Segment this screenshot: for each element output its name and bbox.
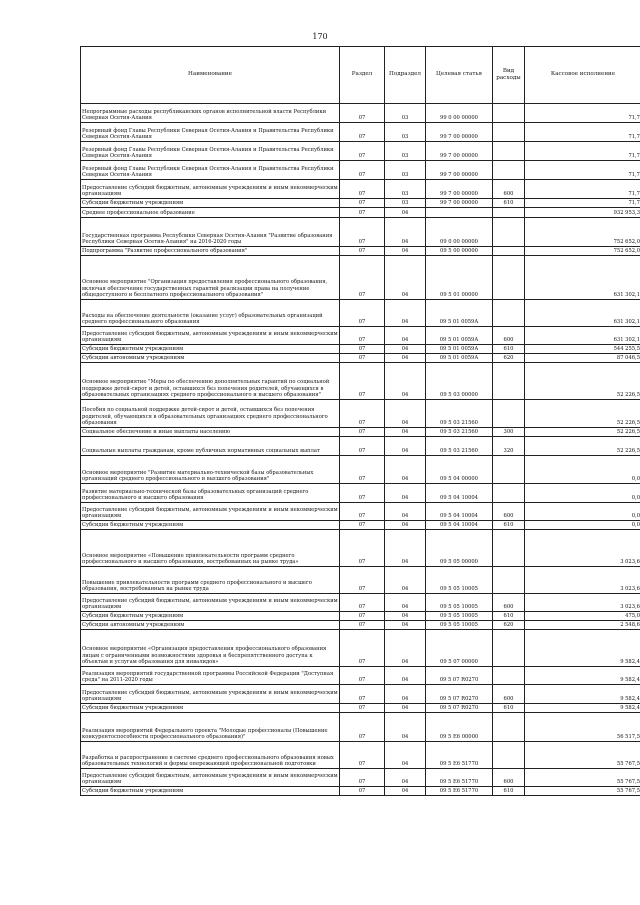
row-name-cell: Субсидии автономным учреждениям [81,354,340,363]
table-row [81,567,640,594]
table-row [81,218,640,247]
row-subsection-cell: 04 [385,769,426,787]
col-subsection-header: Подраздел [385,47,426,104]
budget-table [80,46,640,796]
row-section-cell: 07 [340,208,385,218]
row-target-article-cell: 09 5 07 R0270 [426,704,493,713]
row-name-cell: Предоставление субсидий бюджетным, автономным учреждениям и иным некоммерческим организациям [81,327,340,345]
row-target-article-cell: 09 5 Е6 51770 [426,769,493,787]
row-section-cell: 07 [340,685,385,704]
row-name-cell: Основное мероприятие "Организация предоставления профессионального образования, включая обеспечение государственных гарантий реализации права на получение общедоступного и бесплатного профессионального образования" [81,256,340,300]
table-row [81,704,640,713]
row-amount-cell: 71,7 [525,161,640,180]
row-section-cell: 07 [340,769,385,787]
row-amount-cell: 752 652,0 [525,247,640,256]
table-row [81,621,640,630]
table-row [81,437,640,456]
row-target-article-cell: 09 5 Е6 00000 [426,713,493,742]
row-expense-type-cell [493,300,525,327]
row-expense-type-cell: 600 [493,685,525,704]
col-expense-type-header: Вид расходы [493,47,525,104]
row-section-cell: 07 [340,630,385,667]
row-section-cell: 07 [340,437,385,456]
row-name-cell: Социальные выплаты гражданам, кроме публичных нормативных социальных выплат [81,437,340,456]
row-target-article-cell: 99 7 00 00000 [426,161,493,180]
row-name-cell: Резервный фонд Главы Республики Северная Осетия-Алания и Правительства Республики Северная Осетия-Алания [81,142,340,161]
row-section-cell: 07 [340,612,385,621]
col-name-header: Наименование [81,47,340,104]
row-subsection-cell: 03 [385,104,426,123]
row-expense-type-cell: 620 [493,621,525,630]
header-row [81,47,640,104]
row-name-cell: Субсидии бюджетным учреждениям [81,345,340,354]
row-section-cell: 07 [340,456,385,484]
row-target-article-cell: 99 7 00 00000 [426,123,493,142]
row-name-cell: Основное мероприятие "Меры по обеспечению дополнительных гарантий по социальной поддержке детей-сирот и детей, оставшихся без попечения родителей, обучающихся в образовательных организациях среднего профессионального и высшего образования" [81,363,340,400]
row-amount-cell: 71,7 [525,104,640,123]
row-expense-type-cell: 320 [493,437,525,456]
row-target-article-cell: 09 5 01 00000 [426,256,493,300]
row-amount-cell: 631 302,1 [525,300,640,327]
table-row [81,208,640,218]
table-row [81,180,640,199]
table-row [81,354,640,363]
row-amount-cell: 9 582,4 [525,685,640,704]
row-target-article-cell: 09 5 04 00000 [426,456,493,484]
row-expense-type-cell: 600 [493,594,525,612]
row-subsection-cell: 04 [385,256,426,300]
row-section-cell: 07 [340,594,385,612]
row-expense-type-cell: 600 [493,180,525,199]
row-section-cell: 07 [340,363,385,400]
row-target-article-cell [426,208,493,218]
row-subsection-cell: 04 [385,354,426,363]
row-expense-type-cell [493,530,525,567]
row-expense-type-cell: 600 [493,327,525,345]
row-target-article-cell: 09 5 03 00000 [426,363,493,400]
row-subsection-cell: 04 [385,621,426,630]
row-amount-cell: 9 582,4 [525,667,640,685]
row-expense-type-cell [493,161,525,180]
row-subsection-cell: 04 [385,704,426,713]
row-section-cell: 07 [340,503,385,521]
row-target-article-cell: 09 5 07 R0270 [426,667,493,685]
row-subsection-cell: 04 [385,300,426,327]
table-row [81,363,640,400]
table-row [81,594,640,612]
row-target-article-cell: 09 5 04 10004 [426,503,493,521]
row-expense-type-cell [493,142,525,161]
row-subsection-cell: 04 [385,667,426,685]
row-section-cell: 07 [340,621,385,630]
row-section-cell: 07 [340,667,385,685]
table-row [81,327,640,345]
row-target-article-cell: 09 5 01 0059А [426,300,493,327]
row-subsection-cell: 03 [385,199,426,208]
row-amount-cell: 631 302,1 [525,256,640,300]
row-target-article-cell: 09 5 01 0059А [426,345,493,354]
table-row [81,104,640,123]
table-row [81,685,640,704]
row-section-cell: 07 [340,345,385,354]
row-target-article-cell: 09 5 05 10005 [426,612,493,621]
col-target-article-header: Целевая статья [426,47,493,104]
row-section-cell: 07 [340,530,385,567]
row-name-cell: Предоставление субсидий бюджетным, автономным учреждениям и иным некоммерческим организациям [81,180,340,199]
row-subsection-cell: 04 [385,630,426,667]
row-name-cell: Разработка и распространение в системе среднего профессионального образования новых образовательных технологий и формы опережающей профессиональной подготовки [81,742,340,769]
row-subsection-cell: 04 [385,218,426,247]
row-name-cell: Предоставление субсидий бюджетным, автономным учреждениям и иным некоммерческим организациям [81,769,340,787]
table-row [81,345,640,354]
row-expense-type-cell [493,667,525,685]
row-subsection-cell: 04 [385,567,426,594]
row-target-article-cell: 09 5 07 R0270 [426,685,493,704]
row-name-cell: Основное мероприятие «Повышение привлекательности программ среднего профессионального и высшего образования, востребованных на рынке труда» [81,530,340,567]
row-name-cell: Резервный фонд Главы Республики Северная Осетия-Алания и Правительства Республики Северная Осетия-Алания [81,161,340,180]
row-section-cell: 07 [340,180,385,199]
row-expense-type-cell [493,456,525,484]
row-amount-cell: 71,7 [525,180,640,199]
row-target-article-cell: 09 5 00 00000 [426,247,493,256]
row-amount-cell: 2 548,6 [525,621,640,630]
row-section-cell: 07 [340,142,385,161]
row-subsection-cell: 03 [385,161,426,180]
row-amount-cell: 3 023,6 [525,530,640,567]
row-section-cell: 07 [340,256,385,300]
row-subsection-cell: 04 [385,437,426,456]
row-amount-cell: 71,7 [525,199,640,208]
row-subsection-cell: 04 [385,208,426,218]
table-row [81,199,640,208]
row-amount-cell: 71,7 [525,123,640,142]
row-name-cell: Субсидии бюджетным учреждениям [81,787,340,796]
table-row [81,142,640,161]
row-name-cell: Повышение привлекательности программ среднего профессионального и высшего образования, востребованных на рынке труда [81,567,340,594]
col-section-header: Раздел [340,47,385,104]
row-expense-type-cell [493,123,525,142]
row-target-article-cell: 09 5 Е6 51770 [426,742,493,769]
row-expense-type-cell [493,247,525,256]
row-expense-type-cell [493,742,525,769]
table-row [81,428,640,437]
row-expense-type-cell: 620 [493,354,525,363]
row-expense-type-cell: 610 [493,612,525,621]
row-section-cell: 07 [340,247,385,256]
row-section-cell: 07 [340,704,385,713]
row-target-article-cell: 09 5 03 21560 [426,437,493,456]
row-name-cell: Социальное обеспечение и иные выплаты населению [81,428,340,437]
row-name-cell: Предоставление субсидий бюджетным, автономным учреждениям и иным некоммерческим организациям [81,594,340,612]
row-expense-type-cell: 600 [493,503,525,521]
table-row [81,713,640,742]
row-amount-cell: 631 302,1 [525,327,640,345]
row-name-cell: Непрограммные расходы республиканских органов исполнительной власти Республики Северная Осетия-Алания [81,104,340,123]
row-expense-type-cell: 610 [493,704,525,713]
col-cash-execution-header: Кассовое исполнение [525,47,640,104]
row-section-cell: 07 [340,199,385,208]
row-target-article-cell: 09 5 03 21560 [426,400,493,428]
row-subsection-cell: 03 [385,142,426,161]
row-subsection-cell: 04 [385,503,426,521]
row-amount-cell: 52 226,5 [525,363,640,400]
row-amount-cell: 55 767,5 [525,787,640,796]
row-section-cell: 07 [340,104,385,123]
row-target-article-cell: 09 5 04 10004 [426,521,493,530]
row-target-article-cell: 09 5 05 10005 [426,594,493,612]
row-target-article-cell: 99 7 00 00000 [426,180,493,199]
row-section-cell: 07 [340,400,385,428]
row-subsection-cell: 04 [385,713,426,742]
table-row [81,484,640,503]
table-row [81,256,640,300]
row-target-article-cell: 99 7 00 00000 [426,142,493,161]
row-amount-cell: 52 226,5 [525,437,640,456]
row-expense-type-cell: 610 [493,787,525,796]
row-expense-type-cell [493,218,525,247]
row-expense-type-cell [493,208,525,218]
table-body [81,104,640,796]
row-subsection-cell: 03 [385,180,426,199]
row-amount-cell: 3 023,6 [525,567,640,594]
row-subsection-cell: 04 [385,594,426,612]
row-expense-type-cell [493,713,525,742]
row-subsection-cell: 04 [385,521,426,530]
row-expense-type-cell [493,400,525,428]
row-subsection-cell: 04 [385,400,426,428]
row-amount-cell: 55 767,5 [525,742,640,769]
row-name-cell: Основное мероприятие «Организация предоставления профессионального образования лицам с ограниченными возможностями здоровья и беспрепятственного доступа к объектам и услугам образования для инвалидов» [81,630,340,667]
table-row [81,769,640,787]
row-section-cell: 07 [340,484,385,503]
row-expense-type-cell: 600 [493,769,525,787]
table-row [81,667,640,685]
row-subsection-cell: 04 [385,787,426,796]
table-row [81,300,640,327]
row-name-cell: Государственная программа Республики Северная Осетия-Алания "Развитие образования Республики Северная Осетия-Алания" на 2016-2020 годы [81,218,340,247]
row-section-cell: 07 [340,787,385,796]
row-target-article-cell: 09 5 01 0059А [426,354,493,363]
row-name-cell: Резервный фонд Главы Республики Северная Осетия-Алания и Правительства Республики Северная Осетия-Алания [81,123,340,142]
row-amount-cell: 56 517,5 [525,713,640,742]
row-amount-cell: 9 582,4 [525,630,640,667]
row-subsection-cell: 04 [385,685,426,704]
table-row [81,123,640,142]
row-subsection-cell: 04 [385,742,426,769]
table-row [81,742,640,769]
row-target-article-cell: 09 5 07 00000 [426,630,493,667]
row-section-cell: 07 [340,354,385,363]
row-name-cell: Субсидии автономным учреждениям [81,621,340,630]
table-row [81,787,640,796]
row-section-cell: 07 [340,161,385,180]
row-subsection-cell: 04 [385,327,426,345]
row-expense-type-cell: 610 [493,521,525,530]
row-target-article-cell: 09 5 Е6 51770 [426,787,493,796]
table-row [81,400,640,428]
row-expense-type-cell: 610 [493,199,525,208]
row-name-cell: Реализация мероприятий Федерального проекта "Молодые профессионалы (Повышение конкурентоспособности профессионального образования)" [81,713,340,742]
row-amount-cell: 87 046,5 [525,354,640,363]
row-name-cell: Субсидии бюджетным учреждениям [81,521,340,530]
row-section-cell: 07 [340,123,385,142]
row-expense-type-cell [493,104,525,123]
row-name-cell: Реализация мероприятий государственной программы Российской Федерации "Доступная среда" на 2011-2020 годы [81,667,340,685]
row-name-cell: Субсидии бюджетным учреждениям [81,199,340,208]
row-subsection-cell: 04 [385,363,426,400]
row-subsection-cell: 04 [385,428,426,437]
row-target-article-cell: 09 5 05 10005 [426,621,493,630]
row-subsection-cell: 04 [385,247,426,256]
row-subsection-cell: 03 [385,123,426,142]
row-target-article-cell: 09 5 05 00000 [426,530,493,567]
table-row [81,521,640,530]
row-expense-type-cell: 610 [493,345,525,354]
row-name-cell: Предоставление субсидий бюджетным, автономным учреждениям и иным некоммерческим организациям [81,503,340,521]
row-name-cell: Субсидии бюджетным учреждениям [81,612,340,621]
row-name-cell: Развитие материально-технической базы образовательных организаций среднего профессионального и высшего образования [81,484,340,503]
row-amount-cell: 0,0 [525,484,640,503]
table-row [81,612,640,621]
page-number: 170 [312,32,328,41]
row-target-article-cell: 09 5 04 10004 [426,484,493,503]
row-expense-type-cell [493,484,525,503]
row-amount-cell: 544 255,5 [525,345,640,354]
row-section-cell: 07 [340,218,385,247]
row-amount-cell: 0,0 [525,456,640,484]
row-subsection-cell: 04 [385,456,426,484]
row-section-cell: 07 [340,300,385,327]
row-target-article-cell: 09 5 05 10005 [426,567,493,594]
row-section-cell: 07 [340,742,385,769]
row-expense-type-cell [493,363,525,400]
row-section-cell: 07 [340,327,385,345]
row-subsection-cell: 04 [385,612,426,621]
table-row [81,247,640,256]
row-target-article-cell: 99 7 00 00000 [426,199,493,208]
row-name-cell: Предоставление субсидий бюджетным, автономным учреждениям и иным некоммерческим организациям [81,685,340,704]
row-target-article-cell: 99 0 00 00000 [426,104,493,123]
row-target-article-cell: 09 0 00 00000 [426,218,493,247]
row-amount-cell: 71,7 [525,142,640,161]
row-subsection-cell: 04 [385,345,426,354]
row-amount-cell: 55 767,5 [525,769,640,787]
row-section-cell: 07 [340,713,385,742]
table-row [81,630,640,667]
row-expense-type-cell [493,630,525,667]
table-row [81,456,640,484]
row-amount-cell: 475,0 [525,612,640,621]
row-name-cell: Пособия по социальной поддержке детей-сирот и детей, оставшихся без попечения родителей, обучающихся в образовательных организациях среднего профессионального образования [81,400,340,428]
row-subsection-cell: 04 [385,484,426,503]
row-amount-cell: 3 023,6 [525,594,640,612]
row-amount-cell: 0,0 [525,521,640,530]
row-section-cell: 07 [340,567,385,594]
table-row [81,530,640,567]
row-name-cell: Основное мероприятие "Развитие материально-технической базы образовательных организаций среднего профессионального и высшего образования" [81,456,340,484]
row-target-article-cell: 09 5 01 0059А [426,327,493,345]
row-amount-cell: 52 226,5 [525,400,640,428]
row-section-cell: 07 [340,521,385,530]
row-amount-cell: 0,0 [525,503,640,521]
row-amount-cell: 932 953,3 [525,208,640,218]
row-amount-cell: 752 652,0 [525,218,640,247]
table-row [81,503,640,521]
row-amount-cell: 52 226,5 [525,428,640,437]
row-name-cell: Расходы на обеспечение деятельности (оказание услуг) образовательных организаций среднего профессионального образования [81,300,340,327]
table-row [81,161,640,180]
row-expense-type-cell: 300 [493,428,525,437]
row-name-cell: Субсидии бюджетным учреждениям [81,704,340,713]
row-amount-cell: 9 582,4 [525,704,640,713]
row-name-cell: Среднее профессиональное образование [81,208,340,218]
row-section-cell: 07 [340,428,385,437]
row-name-cell: Подпрограмма "Развитие профессионального образования" [81,247,340,256]
row-expense-type-cell [493,567,525,594]
row-expense-type-cell [493,256,525,300]
row-subsection-cell: 04 [385,530,426,567]
row-target-article-cell: 09 5 03 21560 [426,428,493,437]
